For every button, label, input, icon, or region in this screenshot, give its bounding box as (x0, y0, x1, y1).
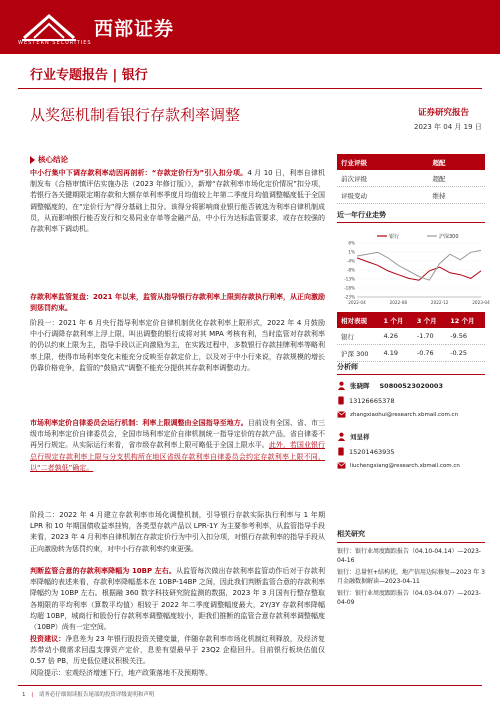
core-heading-label: 核心结论 (38, 155, 68, 164)
legend-label: 银行 (389, 234, 400, 240)
analyst-name: 张晓晖 (350, 382, 370, 390)
perf-cell: 4.19 (380, 345, 413, 362)
perf-cell: 沪深 300 (337, 345, 380, 362)
para-1 (30, 168, 325, 235)
analyst-email-row (337, 462, 485, 469)
rating-table (337, 154, 485, 204)
table-row (337, 187, 485, 204)
analyst-name: 刘呈祥 (350, 433, 370, 441)
table-row (337, 170, 485, 187)
para-4 (30, 418, 325, 474)
mail-icon (337, 411, 346, 418)
perf-header-cell: 相对表现 (341, 316, 367, 325)
x-tick-label: 2023-04 (472, 300, 490, 305)
rating-header-row (337, 154, 485, 170)
perf-header-row (337, 312, 485, 328)
report-type: 行业专题报告 | 银行 (30, 68, 148, 83)
brand-name: 西部证券 (94, 18, 175, 40)
perf-cell: -1.70 (413, 328, 446, 345)
para-6-text: 从监管每次做出存款利率监管动作后对于存款利率降幅的表述来看，存款利率降幅基本在 10BP-14BP 之间，因此我们判断监管合意的存款利率降幅约为 10BP 左右。根据融 360 数字科技研究院监测的数据，2023 年 3 月国有行整存整取各期限的平均利率（算数平均值）相较于 2022 年二季度调整幅度最大，2Y/3Y 存款利率降幅均超 10BP，城商行和股份行存款利率调整幅度较小，距我们推断的监管合意存款利率调整幅度（10BP）尚有一定空间。 (30, 567, 325, 632)
para-6 (30, 566, 325, 633)
table-row (337, 328, 485, 345)
perf-panel (337, 312, 485, 362)
para-4-text: 目前设有全国、省、市三级市场利率定价自律委员会，全国市场利率定价自律机制统一指导定价的存款产品，省自律委不再另行规定。从实际运行来看，省市级存款利率上限可略低于全国上限水平。 (30, 419, 326, 450)
analyst-title: 分析师 (337, 362, 485, 375)
footer-divider (18, 685, 482, 686)
list-item[interactable]: 银行：银行业周度跟踪报告（04.10-04.14）—2023-04-16 (337, 547, 481, 564)
rating-panel (337, 154, 485, 223)
table-row (337, 345, 485, 362)
x-tick-label: 2022-08 (389, 300, 408, 305)
para-6-bold: 判断监管合意的存款利率降幅为 10BP 左右。 (30, 567, 176, 575)
analyst-phone-row (337, 447, 485, 456)
perf-cell: -0.25 (446, 345, 485, 362)
y-tick-label: 6% (348, 240, 355, 246)
para-1-bold: 中小行集中下调存款利率动因再剖析：“存款定价行为”引入扣分项。 (30, 169, 248, 177)
analyst-email[interactable]: liuchengxiang@research.xbmail.com.cn (350, 462, 460, 469)
rating-row-label: 前次评级 (337, 170, 428, 187)
perf-cell: 银行 (337, 328, 380, 345)
rating-row-value: 维持 (428, 187, 485, 204)
list-item[interactable]: 银行：银行业周度跟踪报告（04.03-04.07）—2023-04-09 (337, 589, 481, 606)
x-tick-label: 2022-04 (348, 300, 366, 305)
para-3: 阶段一：2021 年 6 月央行指导利率定价自律机制优化存款利率上限形式，2022 年 4 月鼓励中小行调降存款利率上浮上限，叫出调整的银行成将对其 MPA 考核有利，当时监管对存款利率的仍以约束上限为主，指导手段以正向激励为主，在实践过程中，多数银行存款挂牌利率等略利率上限，使得市场利率变化未能充分反映至存款定价上，以及对于中小行来说，存款规模的增长仍靠价格竞争，监管的“鼓励式”调整不能充分提供其存款利率调整动力。 (30, 319, 325, 372)
y-tick-label: 1% (348, 249, 355, 255)
perf-cell: 4.26 (380, 328, 413, 345)
para-1-text: 4 月 10 日，利率自律机制发布《合格审慎评估实施办法（2023 年修订版）》，新增“存款利率市场化定价情况”扣分项，若银行各关键期限定期存款和大额存单利率季度月均值较上年第二季度月均值调整幅度低于全国调整幅度的，在“定价行为”得分基础上扣分。该得分将影响商业银行能否被选为利率自律机制成员，从而影响银行能否发行和交易同业存单等金融产品，中小行为达标监管要求，或存在较强的存款利率下调动机。 (30, 169, 325, 234)
rating-header-label: 行业评级 (341, 158, 367, 167)
analyst-section (337, 362, 485, 469)
trend-chart (337, 231, 490, 307)
page-number: 1 (22, 692, 26, 698)
list-item[interactable]: 银行：总量恒+结构优，地产信用边际修复—2023 年 3 月金融数据解读—2023-04-11 (337, 568, 485, 585)
mail-icon (337, 462, 346, 469)
report-date: 2023 年 04 月 19 日 (414, 123, 482, 131)
analyst-email-row (337, 411, 485, 418)
para-5: 阶段二：2022 年 4 月建立存款利率市场化调整机制，引导银行存款实际执行利率与 1 年期 LPR 和 10 年期国债收益率挂钩，各类型存款产品以 LPR-1Y 为主要参考利率，从监管指导手段来看，2023 年 4 月利率自律机制在存款定价行为中引入扣分项，对银行存款利率的指导手段从正向激励转为惩罚约束，对中小行存款利率约束更强。 (30, 511, 325, 553)
footer: 1 | 请务必仔细阅读报告尾部的投资评级说明和声明 (22, 692, 155, 698)
header-divider (18, 88, 482, 89)
analyst-phone-row (337, 396, 485, 405)
y-tick-label: -18% (344, 285, 355, 291)
legend-label: 沪深300 (439, 234, 459, 240)
y-tick-label: -23% (344, 294, 355, 300)
para-7-bold: 投资建议： (30, 635, 66, 643)
analyst-phone: 13126665378 (349, 396, 395, 405)
para-7-text: 净息差为 23 年银行股投资关键变量，伴随存款利率市场化机制红利释放，及经济复苏带动小微需求回温支撑资产定价，息差有望最早于 23Q2 企稳回升。目前银行板块估值仅 0.57 倍 PB，历史低位建议积极关注。 (30, 635, 326, 666)
trend-title: 近一年行业走势 (337, 210, 485, 223)
rating-row-value: 超配 (428, 170, 485, 187)
perf-header-cell: 1 个月 (383, 316, 404, 325)
para-8: 风险提示：宏观经济增速下行，地产政策落地不及预期等。 (30, 669, 212, 677)
brand-english: WESTERN SECURITIES (18, 40, 92, 46)
phone-icon (337, 447, 345, 456)
related-section (337, 530, 485, 608)
rating-header-value: 超配 (432, 158, 446, 167)
para-4-underline: 此外，若国业银行总行规定存款利率上限与分支机构所在地区省级存款利率自律委员会约定存款利率上限不同，以“二者孰低”确定。 (30, 441, 325, 472)
para-2-bold: 存款利率监管复盘：2021 年以来，监管从指导银行存款利率上限到存款执行利率，从正向激励到惩罚约束。 (30, 293, 325, 313)
research-badge: 证券研究报告 (418, 108, 470, 118)
perf-cell: -0.76 (413, 345, 446, 362)
perf-cell: -9.56 (446, 328, 485, 345)
rating-row-label: 评级变动 (337, 187, 428, 204)
person-icon (337, 432, 346, 441)
core-heading (30, 154, 68, 165)
footer-disclaimer: 请务必仔细阅读报告尾部的投资评级说明和声明 (38, 692, 155, 698)
analyst-row (337, 432, 485, 441)
para-2 (30, 292, 325, 314)
analyst-row (337, 381, 485, 390)
analyst-email[interactable]: zhangxiaohui@research.xbmail.com.cn (350, 411, 459, 418)
para-7 (30, 634, 325, 668)
perf-header-cell: 12 个月 (450, 316, 475, 325)
y-tick-label: -4% (346, 258, 355, 264)
y-tick-label: -13% (344, 276, 355, 282)
triangle-bullet-icon (30, 156, 35, 164)
phone-icon (337, 396, 345, 405)
analyst-cert: S0800523020003 (379, 381, 443, 390)
report-title: 从奖惩机制看银行存款利率调整 (30, 106, 241, 124)
para-4-bold: 市场利率定价自律委员会运行机制：利率上限调整由全国指导至地方。 (30, 419, 248, 427)
perf-header-cell: 3 个月 (416, 316, 437, 325)
related-title: 相关研究 (337, 530, 485, 543)
y-tick-label: -8% (346, 267, 355, 273)
perf-table (337, 312, 485, 362)
x-tick-label: 2022-12 (430, 300, 449, 305)
person-icon (337, 381, 346, 390)
analyst-phone: 15201463935 (349, 447, 395, 456)
